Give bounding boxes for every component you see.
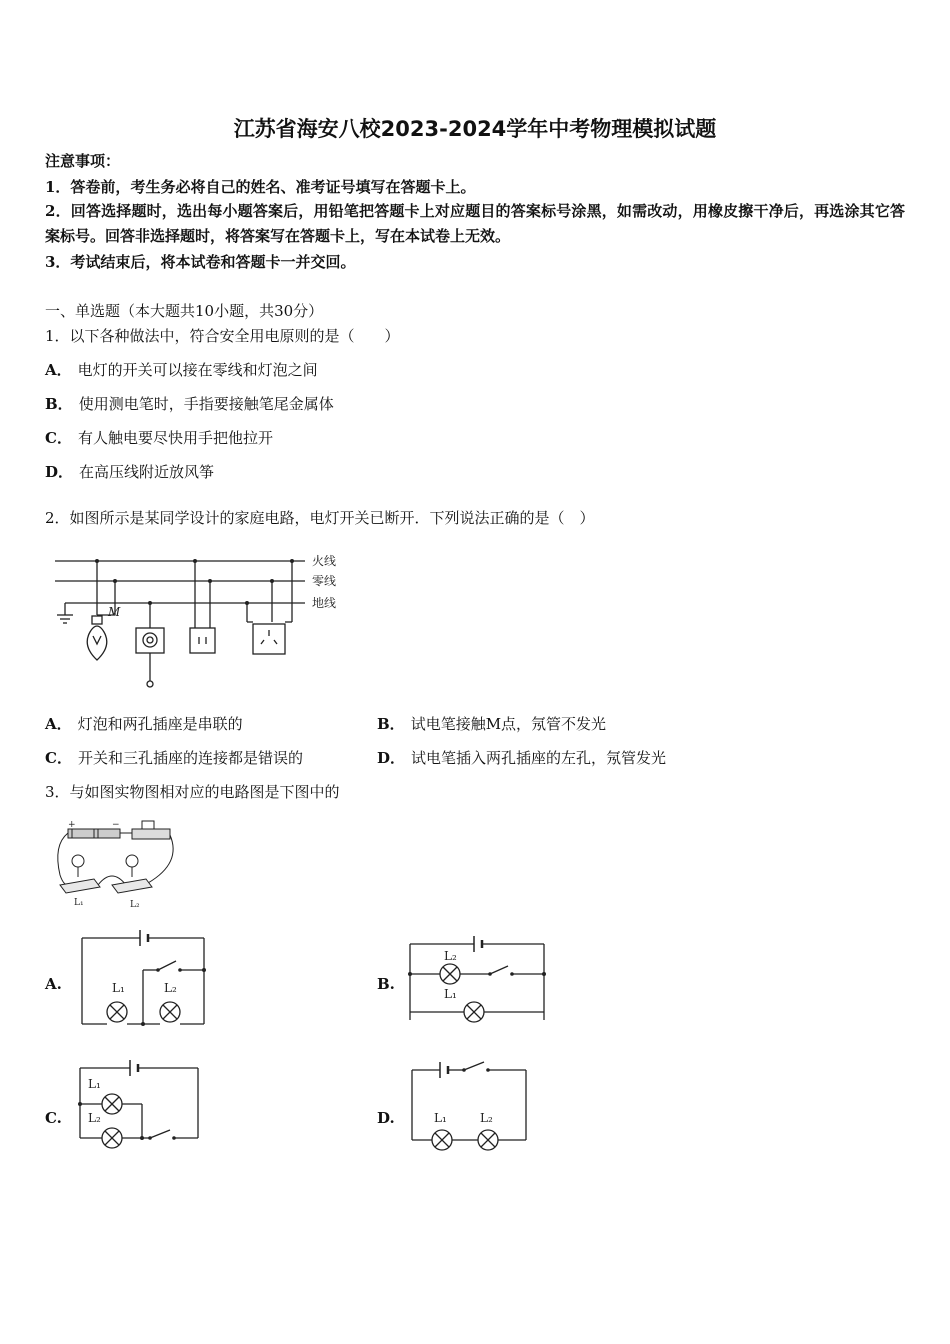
- question-1-stem: 1．以下各种做法中，符合安全用电原则的是（ ）: [45, 327, 400, 345]
- l1-label: L₁: [88, 1077, 101, 1091]
- l1-label: L₁: [112, 981, 125, 995]
- q3-option-b[interactable]: B.: [377, 975, 395, 993]
- point-m-label: M: [108, 605, 121, 619]
- option-label: C．: [45, 749, 72, 767]
- q3-option-a-circuit[interactable]: [78, 928, 210, 1028]
- option-text: 试电笔接触M点，氖管不发光: [410, 715, 607, 733]
- battery-minus-label: −: [112, 820, 120, 830]
- q3-option-c[interactable]: C.: [45, 1109, 62, 1127]
- l1-label: L₁: [444, 987, 457, 1001]
- household-circuit-diagram: [50, 548, 350, 693]
- option-text: 在高压线附近放风筝: [79, 463, 215, 481]
- battery-plus-label: +: [68, 820, 76, 830]
- option-label: D．: [377, 749, 406, 767]
- option-label: C．: [45, 429, 72, 447]
- option-text: 使用测电笔时，手指要接触笔尾金属体: [78, 395, 334, 413]
- question-2-stem: 2．如图所示是某同学设计的家庭电路，电灯开关已断开．下列说法正确的是（ ）: [45, 509, 595, 527]
- q1-option-b[interactable]: [45, 394, 334, 414]
- q1-option-a[interactable]: [45, 360, 318, 380]
- photo-l1-label: L₁: [74, 898, 84, 908]
- notice-item: 2．回答选择题时，选出每小题答案后，用铅笔把答题卡上对应题目的答案标号涂黑，如需改动，用橡皮擦干净后，再选涂其它答案标号。回答非选择题时，将答案写在答题卡上，写在本试卷上无效。: [45, 202, 905, 245]
- physical-circuit-photo: [50, 815, 180, 910]
- l2-label: L₂: [88, 1111, 101, 1125]
- option-text: 电灯的开关可以接在零线和灯泡之间: [77, 361, 318, 379]
- notice-item: 1．答卷前，考生务必将自己的姓名、准考证号填写在答题卡上。: [45, 178, 476, 196]
- option-label: B．: [377, 715, 405, 733]
- option-label: D．: [45, 463, 74, 481]
- section-heading: 一、单选题（本大题共10小题，共30分）: [45, 302, 324, 320]
- l1-label: L₁: [434, 1111, 447, 1125]
- option-text: 有人触电要尽快用手把他拉开: [77, 429, 273, 447]
- l2-label: L₂: [164, 981, 177, 995]
- option-text: 开关和三孔插座的连接都是错误的: [77, 749, 303, 767]
- photo-l2-label: L₂: [130, 900, 140, 910]
- option-text: 试电笔插入两孔插座的左孔，氖管发光: [411, 749, 667, 767]
- option-text: 灯泡和两孔插座是串联的: [77, 715, 243, 733]
- q3-option-b-circuit[interactable]: [404, 934, 550, 1030]
- q3-option-a[interactable]: A.: [45, 975, 62, 993]
- notice-item: 3．考试结束后，将本试卷和答题卡一并交回。: [45, 253, 356, 271]
- q2-option-b[interactable]: [377, 714, 606, 734]
- q1-option-c[interactable]: [45, 428, 273, 448]
- notice-heading: 注意事项：: [45, 152, 121, 170]
- option-label: A．: [45, 361, 72, 379]
- q2-option-c[interactable]: [45, 748, 303, 768]
- earth-wire-label: 地线: [312, 596, 337, 610]
- option-label: B．: [45, 395, 73, 413]
- q2-option-a[interactable]: [45, 714, 243, 734]
- option-label: A．: [45, 715, 72, 733]
- live-wire-label: 火线: [312, 554, 337, 568]
- l2-label: L₂: [480, 1111, 493, 1125]
- q3-option-d-circuit[interactable]: [408, 1056, 530, 1156]
- q1-option-d[interactable]: [45, 462, 214, 482]
- q2-option-d[interactable]: [377, 748, 666, 768]
- q3-option-d[interactable]: D.: [377, 1109, 395, 1127]
- l2-label: L₂: [444, 949, 457, 963]
- question-3-stem: 3．与如图实物图相对应的电路图是下图中的: [45, 783, 340, 801]
- neutral-wire-label: 零线: [312, 574, 337, 588]
- page-title: 江苏省海安八校2023-2024学年中考物理模拟试题: [233, 117, 717, 141]
- q3-option-c-circuit[interactable]: [76, 1056, 204, 1156]
